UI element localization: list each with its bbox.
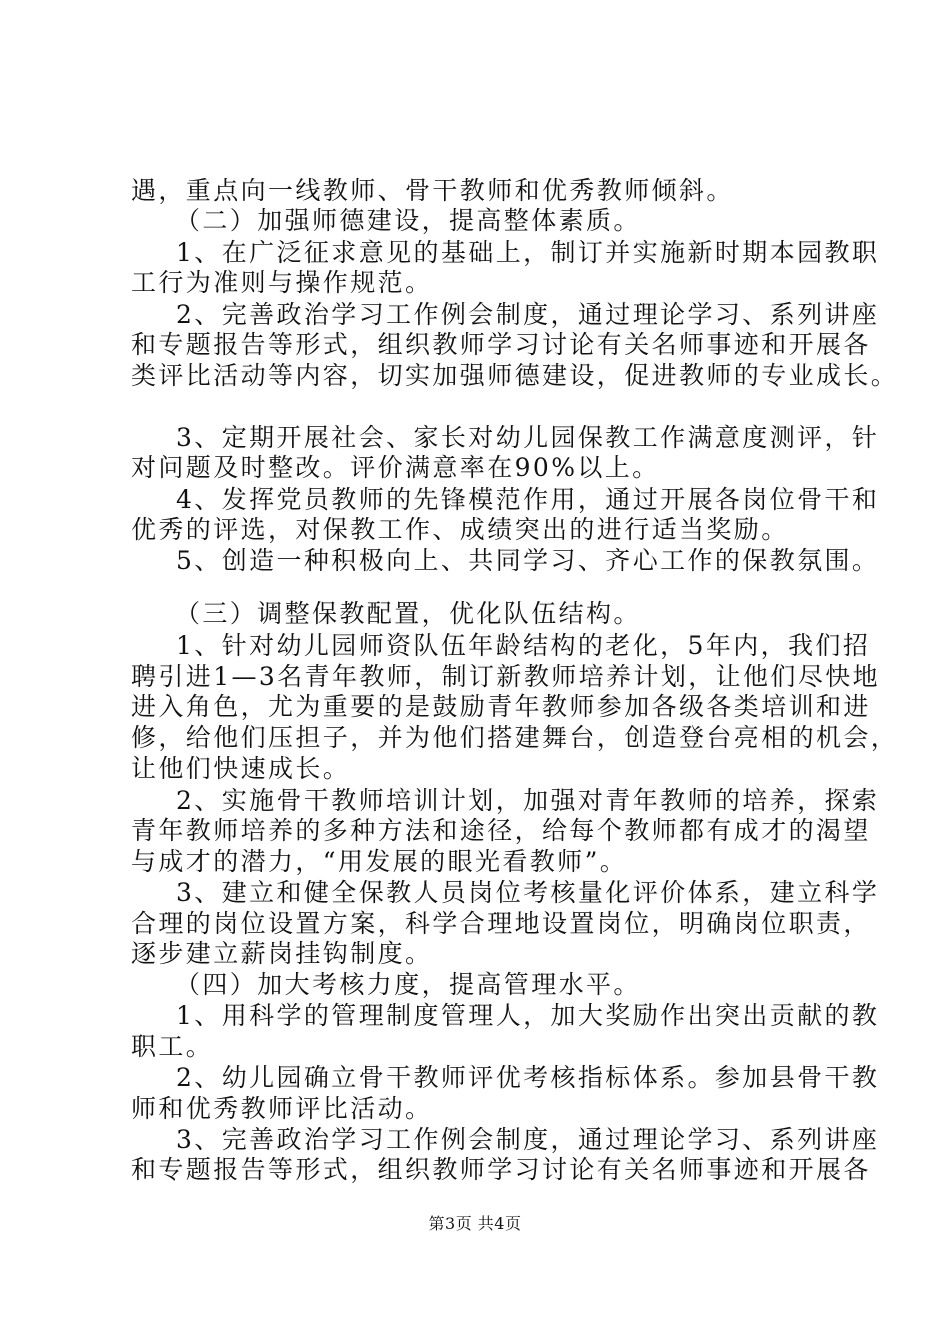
text-line: 2、完善政治学习工作例会制度，通过理论学习、系列讲座 — [176, 300, 880, 329]
text-line: 1、用科学的管理制度管理人，加大奖励作出突出贡献的教 — [176, 1001, 880, 1030]
text-line: 对问题及时整改。评价满意率在90%以上。 — [131, 453, 660, 482]
text-line: 优秀的评选，对保教工作、成绩突出的进行适当奖励。 — [131, 515, 789, 544]
text-line: 类评比活动等内容，切实加强师德建设，促进教师的专业成长。 — [131, 361, 899, 390]
text-line: 1、针对幼儿园师资队伍年龄结构的老化，5年内，我们招 — [176, 631, 871, 660]
text-line: 修，给他们压担子，并为他们搭建舞台，创造登台亮相的机会， — [131, 723, 899, 752]
page-number: 第3页 共4页 — [428, 1214, 522, 1233]
text-line: 师和优秀教师评比活动。 — [131, 1094, 433, 1123]
text-line: 和专题报告等形式，组织教师学习讨论有关名师事迹和开展各 — [131, 330, 871, 359]
text-line: 3、完善政治学习工作例会制度，通过理论学习、系列讲座 — [176, 1125, 880, 1154]
text-line: 职工。 — [131, 1032, 214, 1061]
text-line: 青年教师培养的多种方法和途径，给每个教师都有成才的渴望 — [131, 816, 871, 845]
text-line: 4、发挥党员教师的先锋模范作用，通过开展各岗位骨干和 — [176, 485, 880, 514]
text-line: 让他们快速成长。 — [131, 754, 351, 783]
text-line: 聘引进1—3名青年教师，制订新教师培养计划，让他们尽快地 — [131, 662, 881, 691]
section-heading: （四）加大考核力度，提高管理水平。 — [175, 970, 641, 999]
text-line: 3、定期开展社会、家长对幼儿园保教工作满意度测评，针 — [176, 423, 880, 452]
text-line: 2、实施骨干教师培训计划，加强对青年教师的培养，探索 — [176, 786, 880, 815]
text-line: 进入角色，尤为重要的是鼓励青年教师参加各级各类培训和进 — [131, 692, 871, 721]
section-heading: （二）加强师德建设，提高整体素质。 — [175, 206, 641, 235]
text-line: 逐步建立薪岗挂钩制度。 — [131, 939, 433, 968]
text-line: 遇，重点向一线教师、骨干教师和优秀教师倾斜。 — [131, 176, 734, 205]
text-line: 工行为准则与操作规范。 — [131, 268, 433, 297]
text-line: 合理的岗位设置方案，科学合理地设置岗位，明确岗位职责， — [131, 909, 871, 938]
text-line: 2、幼儿园确立骨干教师评优考核指标体系。参加县骨干教 — [176, 1063, 880, 1092]
section-heading: （三）调整保教配置，优化队伍结构。 — [175, 599, 641, 628]
text-line: 和专题报告等形式，组织教师学习讨论有关名师事迹和开展各 — [131, 1155, 871, 1184]
text-line: 与成才的潜力，“用发展的眼光看教师”。 — [131, 847, 628, 876]
text-line: 3、建立和健全保教人员岗位考核量化评价体系，建立科学 — [176, 878, 880, 907]
text-line: 1、在广泛征求意见的基础上，制订并实施新时期本园教职 — [176, 238, 880, 267]
text-line: 5、创造一种积极向上、共同学习、齐心工作的保教氛围。 — [176, 546, 880, 575]
